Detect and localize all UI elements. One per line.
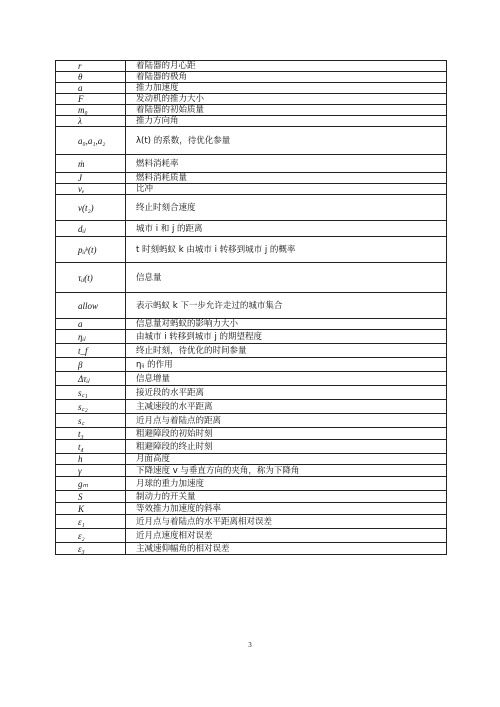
symbol-cell: r <box>56 61 126 72</box>
symbol-cell: s꜀₁ <box>56 386 126 400</box>
description-cell: 终止时刻合速度 <box>126 195 447 221</box>
description-cell: 下降速度 v 与垂直方向的夹角，称为下降角 <box>126 465 447 477</box>
symbol-cell: λ <box>56 116 126 127</box>
symbol-cell: τᵢⱼ(t) <box>56 263 126 293</box>
symbol-cell: K <box>56 503 126 515</box>
description-cell: 信息量对蚂蚁的影响力大小 <box>126 319 447 330</box>
table-row <box>56 428 447 440</box>
description-cell: 等效推力加速度的斜率 <box>126 503 447 515</box>
symbol-cell: ε₂ <box>56 529 126 543</box>
table-row <box>56 503 447 515</box>
table-row <box>56 127 447 155</box>
table-row <box>56 94 447 105</box>
symbol-cell: θ <box>56 72 126 83</box>
table-row <box>56 465 447 477</box>
symbol-cell: a <box>56 319 126 330</box>
description-cell: 着陆器的月心距 <box>126 61 447 72</box>
symbol-cell: ε₁ <box>56 515 126 529</box>
table-row <box>56 515 447 529</box>
symbol-cell: Δτᵢⱼ <box>56 372 126 386</box>
table-row <box>56 454 447 465</box>
description-cell: 推力加速度 <box>126 83 447 94</box>
symbol-cell: t₃ <box>56 428 126 440</box>
symbol-cell: s꜀ <box>56 414 126 428</box>
description-cell: ηᵢⱼ 的作用 <box>126 358 447 372</box>
description-cell: 终止时刻，待优化的时间参量 <box>126 344 447 358</box>
symbol-cell: t₄ <box>56 440 126 454</box>
table-row <box>56 372 447 386</box>
description-cell: 发动机的推力大小 <box>126 94 447 105</box>
symbol-cell: a₀,a₁,a₂ <box>56 127 126 155</box>
table-row <box>56 330 447 344</box>
table-row <box>56 529 447 543</box>
table-row <box>56 116 447 127</box>
table-row <box>56 155 447 173</box>
table-row <box>56 83 447 94</box>
symbol-cell: gₘ <box>56 477 126 491</box>
symbol-cell: vₑ <box>56 184 126 195</box>
symbol-cell: v(t₂) <box>56 195 126 221</box>
description-cell: 接近段的水平距离 <box>126 386 447 400</box>
description-cell: 月面高度 <box>126 454 447 465</box>
description-cell: t 时刻蚂蚁 k 由城市 i 转移到城市 j 的概率 <box>126 237 447 263</box>
description-cell: λ(t) 的系数，待优化参量 <box>126 127 447 155</box>
symbol-cell: m₀ <box>56 105 126 116</box>
table-row <box>56 293 447 319</box>
table-row <box>56 386 447 400</box>
table-row <box>56 414 447 428</box>
symbol-cell: ε₃ <box>56 543 126 555</box>
table-row <box>56 358 447 372</box>
table-row <box>56 195 447 221</box>
symbol-cell: allow <box>56 293 126 319</box>
table-row <box>56 173 447 184</box>
description-cell: 粗避障段的初始时刻 <box>126 428 447 440</box>
description-cell: 近月点与着陆点的距离 <box>126 414 447 428</box>
symbol-cell: pᵢⱼᵏ(t) <box>56 237 126 263</box>
description-cell: 由城市 i 转移到城市 j 的期望程度 <box>126 330 447 344</box>
table-row <box>56 61 447 72</box>
description-cell: 燃料消耗质量 <box>126 173 447 184</box>
table-row <box>56 221 447 237</box>
description-cell: 主减速仰幅角的相对误差 <box>126 543 447 555</box>
table-row <box>56 344 447 358</box>
symbol-cell: β <box>56 358 126 372</box>
description-cell: 近月点与着陆点的水平距离相对误差 <box>126 515 447 529</box>
table-row <box>56 543 447 555</box>
symbol-cell: S <box>56 491 126 503</box>
table-row <box>56 440 447 454</box>
table-row <box>56 319 447 330</box>
description-cell: 比冲 <box>126 184 447 195</box>
description-cell: 近月点速度相对误差 <box>126 529 447 543</box>
table-row <box>56 491 447 503</box>
table-row <box>56 105 447 116</box>
description-cell: 粗避障段的终止时刻 <box>126 440 447 454</box>
description-cell: 表示蚂蚁 k 下一步允许走过的城市集合 <box>126 293 447 319</box>
symbol-table <box>55 60 447 555</box>
symbol-cell: J <box>56 173 126 184</box>
symbol-cell: F <box>56 94 126 105</box>
symbol-cell: h <box>56 454 126 465</box>
description-cell: 燃料消耗率 <box>126 155 447 173</box>
description-cell: 主减速段的水平距离 <box>126 400 447 414</box>
symbol-cell: a <box>56 83 126 94</box>
symbol-cell: γ <box>56 465 126 477</box>
table-row <box>56 184 447 195</box>
table-row <box>56 477 447 491</box>
symbol-cell: t_f <box>56 344 126 358</box>
description-cell: 着陆器的极角 <box>126 72 447 83</box>
description-cell: 着陆器的初始质量 <box>126 105 447 116</box>
table-row <box>56 72 447 83</box>
symbol-cell: s꜀₂ <box>56 400 126 414</box>
symbol-table-body <box>56 61 447 555</box>
table-row <box>56 400 447 414</box>
page-number: 3 <box>248 641 252 649</box>
symbol-cell: ηᵢⱼ <box>56 330 126 344</box>
description-cell: 信息增量 <box>126 372 447 386</box>
symbol-cell: dᵢⱼ <box>56 221 126 237</box>
description-cell: 城市 i 和 j 的距离 <box>126 221 447 237</box>
symbol-cell: ṁ <box>56 155 126 173</box>
description-cell: 制动力的开关量 <box>126 491 447 503</box>
description-cell: 推力方向角 <box>126 116 447 127</box>
description-cell: 月球的重力加速度 <box>126 477 447 491</box>
table-row <box>56 237 447 263</box>
description-cell: 信息量 <box>126 263 447 293</box>
table-row <box>56 263 447 293</box>
